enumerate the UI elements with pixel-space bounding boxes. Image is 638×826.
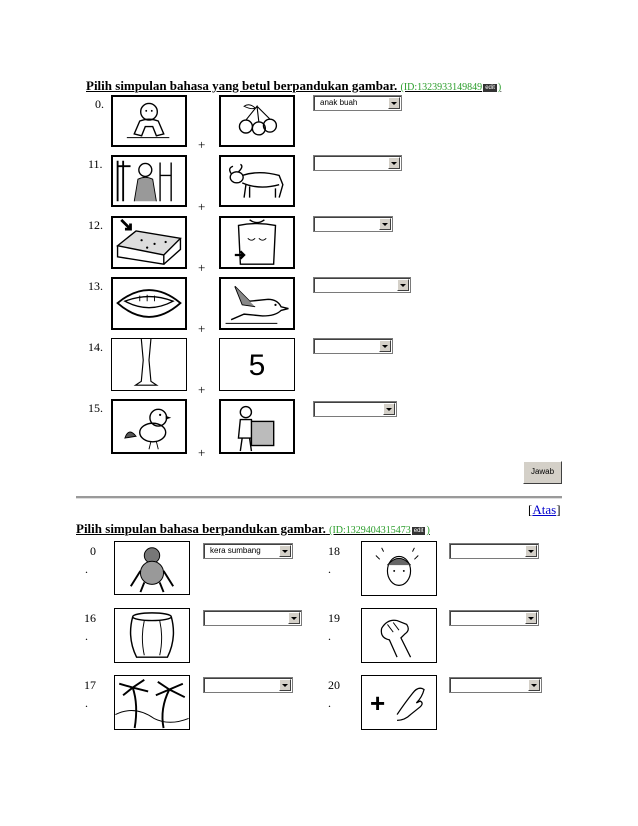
section2-title [76, 521, 430, 537]
chevron-down-icon[interactable] [379, 340, 391, 352]
edit-badge[interactable]: edit [413, 527, 424, 534]
back-to-top: [Atas] [528, 502, 561, 517]
question-dot: . [85, 629, 88, 643]
mattress-icon [111, 216, 187, 269]
question-number: 14. [88, 340, 103, 354]
answer-select[interactable] [313, 277, 411, 293]
question-dot: . [328, 629, 331, 643]
question-number: 0 [90, 544, 96, 558]
hand-icon [361, 608, 437, 663]
edit-badge[interactable]: edit [485, 84, 495, 91]
section1-title [86, 78, 501, 94]
chevron-down-icon[interactable] [525, 612, 537, 624]
answer-select[interactable] [313, 155, 402, 171]
pot-icon [114, 608, 190, 663]
answer-select[interactable] [313, 401, 397, 417]
chevron-down-icon[interactable] [528, 679, 540, 691]
number-five-icon [219, 338, 295, 391]
chevron-down-icon[interactable] [288, 612, 300, 624]
section1-id: (ID:1323933149849 edit ) [400, 82, 502, 93]
answer-select[interactable] [449, 610, 539, 626]
answer-select[interactable] [203, 610, 302, 626]
five-text: 5 [248, 349, 266, 382]
chick-icon [111, 399, 187, 454]
plus-sign: + [198, 260, 206, 275]
question-number: 19 [328, 611, 340, 625]
answer-select[interactable]: anak buah [313, 95, 402, 111]
question-number: 17 [84, 678, 96, 692]
question-number: 16 [84, 611, 96, 625]
question-dot: . [85, 696, 88, 710]
chevron-down-icon[interactable] [279, 545, 291, 557]
answer-select[interactable] [449, 677, 542, 693]
cherries-icon [219, 95, 295, 147]
sweating-head-icon [361, 541, 437, 596]
question-number: 13. [88, 279, 103, 293]
chevron-down-icon[interactable] [383, 403, 395, 415]
answer-select[interactable] [203, 677, 293, 693]
buffalo-icon [219, 155, 295, 207]
answer-select[interactable]: kera sumbang [203, 543, 293, 559]
chevron-down-icon[interactable] [388, 157, 400, 169]
chevron-down-icon[interactable] [388, 97, 400, 109]
atas-link[interactable]: Atas [532, 502, 557, 517]
baby-icon [111, 95, 187, 147]
question-dot: . [328, 562, 331, 576]
question-dot: . [85, 562, 88, 576]
section2-id: (ID:1329404315473 edit ) [329, 525, 430, 536]
plus-sign: + [198, 382, 206, 397]
section2-title-text: Pilih simpulan bahasa berpandukan gambar. [76, 521, 326, 536]
answer-select[interactable] [313, 216, 393, 232]
plus-symbol: + [370, 688, 386, 718]
divider [76, 496, 562, 499]
person-hiding-icon [111, 155, 187, 207]
question-number: 12. [88, 218, 103, 232]
answer-select[interactable] [449, 543, 539, 559]
question-number: 15. [88, 401, 103, 415]
leg-icon [111, 338, 187, 391]
hand-plus-icon [361, 675, 437, 730]
jawab-button[interactable]: Jawab [523, 461, 562, 484]
question-number: 0. [95, 97, 104, 111]
question-number: 11. [88, 157, 103, 171]
plus-sign: + [198, 445, 206, 460]
question-dot: . [328, 696, 331, 710]
monkey-icon [114, 541, 190, 595]
chevron-down-icon[interactable] [525, 545, 537, 557]
plus-sign: + [198, 321, 206, 336]
mouth-icon [111, 277, 187, 330]
chevron-down-icon[interactable] [379, 218, 391, 230]
plus-sign: + [198, 137, 206, 152]
bird-icon [219, 277, 295, 330]
torso-icon [219, 216, 295, 269]
chevron-down-icon[interactable] [279, 679, 291, 691]
chevron-down-icon[interactable] [397, 279, 409, 291]
question-number: 20 [328, 678, 340, 692]
section1-title-text: Pilih simpulan bahasa yang betul berpandukan gambar. [86, 78, 398, 93]
answer-select[interactable] [313, 338, 393, 354]
palm-trees-icon [114, 675, 190, 730]
man-carrying-box-icon [219, 399, 295, 454]
question-number: 18 [328, 544, 340, 558]
plus-sign: + [198, 199, 206, 214]
